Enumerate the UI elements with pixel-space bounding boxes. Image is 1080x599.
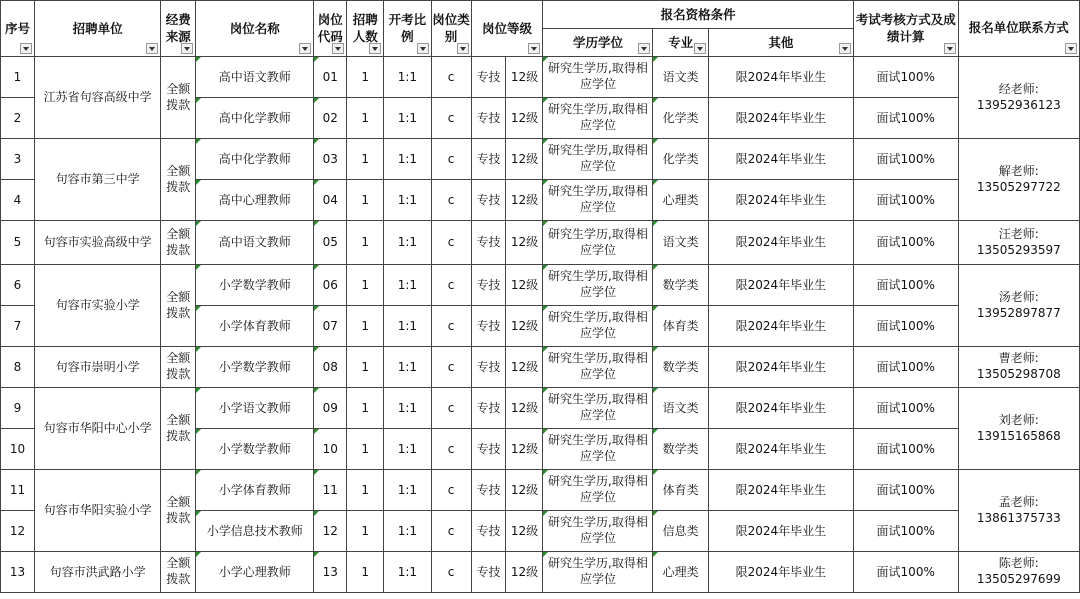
cell-education[interactable]: 研究生学历,取得相应学位 (543, 265, 653, 306)
cell-funding[interactable]: 全额拨款 (161, 139, 196, 221)
cell-post-name[interactable]: 高中化学教师 (196, 139, 314, 180)
cell-count[interactable]: 1 (347, 511, 384, 552)
cell-category[interactable]: c (431, 306, 471, 347)
header-education-label: 学历学位 (572, 34, 623, 50)
header-contact (958, 1, 1079, 57)
cell-other[interactable]: 限2024年毕业生 (708, 265, 853, 306)
filter-dropdown-icon[interactable] (369, 43, 381, 54)
cell-ratio[interactable]: 1:1 (384, 180, 431, 221)
cell-unit[interactable]: 句容市华阳实验小学 (34, 470, 160, 552)
cell-post-code[interactable]: 12 (314, 511, 347, 552)
table-row[interactable] (1, 347, 1080, 388)
filter-dropdown-icon[interactable] (20, 43, 32, 54)
cell-contact[interactable] (958, 57, 1079, 139)
cell-post-code[interactable]: 06 (314, 265, 347, 306)
contact-phone: 13861375733 (976, 510, 1061, 525)
cell-post-code[interactable]: 03 (314, 139, 347, 180)
cell-other[interactable]: 限2024年毕业生 (708, 511, 853, 552)
table-row[interactable] (1, 552, 1080, 593)
filter-dropdown-icon[interactable] (528, 43, 540, 54)
cell-major[interactable]: 语文类 (653, 57, 708, 98)
cell-grade[interactable]: 12级 (506, 552, 543, 593)
cell-contact[interactable] (958, 139, 1079, 221)
cell-other[interactable]: 限2024年毕业生 (708, 429, 853, 470)
cell-education[interactable]: 研究生学历,取得相应学位 (543, 306, 653, 347)
cell-seq[interactable]: 13 (1, 552, 35, 593)
contact-name: 经老师: (998, 81, 1039, 96)
cell-post-name[interactable]: 小学数学教师 (196, 429, 314, 470)
cell-post-name[interactable]: 小学数学教师 (196, 347, 314, 388)
cell-count[interactable]: 1 (347, 265, 384, 306)
header-qualification-label: 报名资格条件 (660, 6, 736, 22)
cell-major[interactable]: 语文类 (653, 388, 708, 429)
cell-education[interactable]: 研究生学历,取得相应学位 (543, 429, 653, 470)
cell-seq[interactable]: 8 (1, 347, 35, 388)
table-row[interactable] (1, 221, 1080, 265)
cell-seq[interactable]: 7 (1, 306, 35, 347)
cell-education[interactable]: 研究生学历,取得相应学位 (543, 511, 653, 552)
cell-type[interactable]: 专技 (471, 221, 506, 265)
contact-name: 曹老师: (998, 351, 1039, 366)
filter-dropdown-icon[interactable] (694, 43, 706, 54)
cell-post-code[interactable]: 05 (314, 221, 347, 265)
header-post-code-label: 岗位代码 (317, 12, 343, 44)
cell-count[interactable]: 1 (347, 552, 384, 593)
cell-exam[interactable]: 面试100% (853, 139, 958, 180)
filter-dropdown-icon[interactable] (1065, 43, 1077, 54)
cell-grade[interactable]: 12级 (506, 265, 543, 306)
cell-ratio[interactable]: 1:1 (384, 388, 431, 429)
cell-exam[interactable]: 面试100% (853, 180, 958, 221)
header-exam (853, 1, 958, 57)
cell-other[interactable]: 限2024年毕业生 (708, 180, 853, 221)
cell-grade[interactable]: 12级 (506, 98, 543, 139)
cell-contact[interactable] (958, 470, 1079, 552)
cell-seq[interactable]: 3 (1, 139, 35, 180)
cell-post-code[interactable]: 07 (314, 306, 347, 347)
cell-major[interactable]: 数学类 (653, 265, 708, 306)
cell-funding[interactable]: 全额拨款 (161, 57, 196, 139)
cell-exam[interactable]: 面试100% (853, 429, 958, 470)
cell-category[interactable]: c (431, 98, 471, 139)
cell-seq[interactable]: 1 (1, 57, 35, 98)
cell-exam[interactable]: 面试100% (853, 470, 958, 511)
header-unit-label: 招聘单位 (72, 20, 123, 36)
contact-name: 孟老师: (998, 494, 1039, 509)
cell-funding[interactable]: 全额拨款 (161, 552, 196, 593)
cell-education[interactable]: 研究生学历,取得相应学位 (543, 98, 653, 139)
cell-post-name[interactable]: 高中化学教师 (196, 98, 314, 139)
cell-education[interactable]: 研究生学历,取得相应学位 (543, 180, 653, 221)
contact-phone: 13505297699 (976, 572, 1061, 586)
header-post-name-label: 岗位名称 (229, 20, 280, 36)
cell-ratio[interactable]: 1:1 (384, 347, 431, 388)
cell-count[interactable]: 1 (347, 180, 384, 221)
cell-seq[interactable]: 2 (1, 98, 35, 139)
cell-post-name[interactable]: 小学体育教师 (196, 306, 314, 347)
cell-unit[interactable]: 句容市洪武路小学 (34, 552, 160, 593)
cell-category[interactable]: c (431, 429, 471, 470)
cell-category[interactable]: c (431, 347, 471, 388)
header-contact-label: 报名单位联系方式 (968, 20, 1069, 36)
header-other (708, 29, 853, 57)
cell-exam[interactable]: 面试100% (853, 306, 958, 347)
header-funding-label: 经费来源 (165, 12, 191, 44)
cell-category[interactable]: c (431, 57, 471, 98)
cell-education[interactable]: 研究生学历,取得相应学位 (543, 470, 653, 511)
cell-type[interactable]: 专技 (471, 552, 506, 593)
filter-dropdown-icon[interactable] (457, 43, 469, 54)
cell-contact[interactable] (958, 552, 1079, 593)
cell-type[interactable]: 专技 (471, 57, 506, 98)
header-category-label: 岗位类别 (432, 12, 470, 44)
cell-count[interactable]: 1 (347, 221, 384, 265)
header-seq (1, 1, 35, 57)
cell-education[interactable]: 研究生学历,取得相应学位 (543, 57, 653, 98)
cell-exam[interactable]: 面试100% (853, 265, 958, 306)
cell-grade[interactable]: 12级 (506, 221, 543, 265)
contact-phone: 13505298708 (976, 367, 1061, 381)
table-row[interactable] (1, 388, 1080, 429)
cell-type[interactable]: 专技 (471, 306, 506, 347)
cell-category[interactable]: c (431, 221, 471, 265)
cell-ratio[interactable]: 1:1 (384, 265, 431, 306)
contact-phone: 13952897877 (976, 305, 1061, 320)
cell-category[interactable]: c (431, 552, 471, 593)
contact-phone: 13952936123 (976, 97, 1061, 112)
cell-category[interactable]: c (431, 470, 471, 511)
cell-grade[interactable]: 12级 (506, 180, 543, 221)
header-major-label: 专业 (668, 34, 694, 50)
cell-exam[interactable]: 面试100% (853, 57, 958, 98)
cell-education[interactable]: 研究生学历,取得相应学位 (543, 221, 653, 265)
cell-education[interactable]: 研究生学历,取得相应学位 (543, 139, 653, 180)
cell-funding[interactable]: 全额拨款 (161, 388, 196, 470)
cell-post-name[interactable]: 小学信息技术教师 (196, 511, 314, 552)
filter-dropdown-icon[interactable] (638, 43, 650, 54)
cell-major[interactable]: 数学类 (653, 347, 708, 388)
cell-post-name[interactable]: 高中心理教师 (196, 180, 314, 221)
cell-grade[interactable]: 12级 (506, 139, 543, 180)
cell-post-name[interactable]: 小学数学教师 (196, 265, 314, 306)
cell-grade[interactable]: 12级 (506, 511, 543, 552)
header-education (543, 29, 653, 57)
cell-other[interactable]: 限2024年毕业生 (708, 57, 853, 98)
cell-post-name[interactable]: 小学心理教师 (196, 552, 314, 593)
cell-grade[interactable]: 12级 (506, 306, 543, 347)
cell-count[interactable]: 1 (347, 98, 384, 139)
cell-count[interactable]: 1 (347, 347, 384, 388)
cell-seq[interactable]: 5 (1, 221, 35, 265)
cell-seq[interactable]: 6 (1, 265, 35, 306)
cell-funding[interactable]: 全额拨款 (161, 470, 196, 552)
cell-type[interactable]: 专技 (471, 265, 506, 306)
cell-count[interactable]: 1 (347, 139, 384, 180)
cell-type[interactable]: 专技 (471, 429, 506, 470)
cell-other[interactable]: 限2024年毕业生 (708, 139, 853, 180)
cell-unit[interactable]: 江苏省句容高级中学 (34, 57, 160, 139)
cell-ratio[interactable]: 1:1 (384, 552, 431, 593)
header-count (347, 1, 384, 57)
cell-type[interactable]: 专技 (471, 98, 506, 139)
header-exam-label: 考试考核方式及成绩计算 (855, 12, 956, 44)
cell-exam[interactable]: 面试100% (853, 98, 958, 139)
table-row[interactable] (1, 57, 1080, 98)
cell-unit[interactable]: 句容市实验高级中学 (34, 221, 160, 265)
filter-dropdown-icon[interactable] (417, 43, 429, 54)
filter-dropdown-icon[interactable] (146, 43, 158, 54)
cell-grade[interactable]: 12级 (506, 57, 543, 98)
cell-contact[interactable] (958, 388, 1079, 470)
header-major (653, 29, 708, 57)
cell-major[interactable]: 体育类 (653, 306, 708, 347)
contact-name: 解老师: (998, 163, 1039, 178)
cell-major[interactable]: 信息类 (653, 511, 708, 552)
contact-phone: 13915165868 (976, 428, 1061, 443)
cell-count[interactable]: 1 (347, 429, 384, 470)
table-row[interactable] (1, 139, 1080, 180)
cell-seq[interactable]: 4 (1, 180, 35, 221)
cell-education[interactable]: 研究生学历,取得相应学位 (543, 347, 653, 388)
cell-count[interactable]: 1 (347, 470, 384, 511)
cell-type[interactable]: 专技 (471, 139, 506, 180)
cell-post-code[interactable]: 08 (314, 347, 347, 388)
cell-post-code[interactable]: 11 (314, 470, 347, 511)
cell-unit[interactable]: 句容市第三中学 (34, 139, 160, 221)
cell-grade[interactable]: 12级 (506, 470, 543, 511)
header-funding (161, 1, 196, 57)
header-category (431, 1, 471, 57)
cell-major[interactable]: 心理类 (653, 552, 708, 593)
cell-post-name[interactable]: 小学体育教师 (196, 470, 314, 511)
cell-other[interactable]: 限2024年毕业生 (708, 98, 853, 139)
cell-seq[interactable]: 12 (1, 511, 35, 552)
header-unit (34, 1, 160, 57)
header-post-name (196, 1, 314, 57)
filter-dropdown-icon[interactable] (839, 43, 851, 54)
header-other-label: 其他 (768, 34, 794, 50)
cell-category[interactable]: c (431, 180, 471, 221)
cell-other[interactable]: 限2024年毕业生 (708, 347, 853, 388)
contact-name: 汪老师: (998, 226, 1039, 241)
cell-type[interactable]: 专技 (471, 388, 506, 429)
cell-grade[interactable]: 12级 (506, 388, 543, 429)
cell-exam[interactable]: 面试100% (853, 511, 958, 552)
cell-contact[interactable] (958, 347, 1079, 388)
cell-funding[interactable]: 全额拨款 (161, 347, 196, 388)
cell-contact[interactable] (958, 265, 1079, 347)
cell-exam[interactable]: 面试100% (853, 552, 958, 593)
cell-ratio[interactable]: 1:1 (384, 429, 431, 470)
cell-other[interactable]: 限2024年毕业生 (708, 388, 853, 429)
cell-education[interactable]: 研究生学历,取得相应学位 (543, 388, 653, 429)
header-grade (471, 1, 543, 57)
cell-post-code[interactable]: 13 (314, 552, 347, 593)
header-ratio-label: 开考比例 (388, 12, 427, 44)
cell-grade[interactable]: 12级 (506, 347, 543, 388)
cell-exam[interactable]: 面试100% (853, 347, 958, 388)
cell-count[interactable]: 1 (347, 57, 384, 98)
cell-seq[interactable]: 11 (1, 470, 35, 511)
cell-ratio[interactable]: 1:1 (384, 98, 431, 139)
table-row[interactable] (1, 470, 1080, 511)
contact-phone: 13505293597 (976, 242, 1061, 257)
contact-name: 汤老师: (998, 289, 1039, 304)
cell-major[interactable]: 化学类 (653, 139, 708, 180)
cell-post-name[interactable]: 高中语文教师 (196, 221, 314, 265)
cell-major[interactable]: 化学类 (653, 98, 708, 139)
cell-ratio[interactable]: 1:1 (384, 57, 431, 98)
contact-name: 陈老师: (998, 556, 1039, 571)
cell-category[interactable]: c (431, 511, 471, 552)
cell-count[interactable]: 1 (347, 388, 384, 429)
header-ratio (384, 1, 431, 57)
cell-other[interactable]: 限2024年毕业生 (708, 306, 853, 347)
cell-ratio[interactable]: 1:1 (384, 139, 431, 180)
cell-other[interactable]: 限2024年毕业生 (708, 221, 853, 265)
cell-post-code[interactable]: 02 (314, 98, 347, 139)
cell-ratio[interactable]: 1:1 (384, 306, 431, 347)
cell-post-code[interactable]: 01 (314, 57, 347, 98)
cell-unit[interactable]: 句容市崇明小学 (34, 347, 160, 388)
header-post-code (314, 1, 347, 57)
cell-education[interactable]: 研究生学历,取得相应学位 (543, 552, 653, 593)
contact-phone: 13505297722 (976, 179, 1061, 194)
cell-major[interactable]: 体育类 (653, 470, 708, 511)
cell-funding[interactable]: 全额拨款 (161, 221, 196, 265)
cell-post-name[interactable]: 高中语文教师 (196, 57, 314, 98)
cell-other[interactable]: 限2024年毕业生 (708, 470, 853, 511)
cell-category[interactable]: c (431, 265, 471, 306)
cell-count[interactable]: 1 (347, 306, 384, 347)
filter-dropdown-icon[interactable] (332, 43, 344, 54)
cell-ratio[interactable]: 1:1 (384, 511, 431, 552)
filter-dropdown-icon[interactable] (944, 43, 956, 54)
cell-major[interactable]: 语文类 (653, 221, 708, 265)
cell-exam[interactable]: 面试100% (853, 221, 958, 265)
cell-post-code[interactable]: 09 (314, 388, 347, 429)
header-grade-label: 岗位等级 (482, 20, 533, 36)
cell-type[interactable]: 专技 (471, 511, 506, 552)
cell-seq[interactable]: 10 (1, 429, 35, 470)
cell-seq[interactable]: 9 (1, 388, 35, 429)
header-qualification (543, 1, 853, 29)
cell-post-code[interactable]: 10 (314, 429, 347, 470)
cell-type[interactable]: 专技 (471, 347, 506, 388)
cell-ratio[interactable]: 1:1 (384, 470, 431, 511)
header-seq-label: 序号 (4, 20, 30, 36)
filter-dropdown-icon[interactable] (299, 43, 311, 54)
cell-major[interactable]: 数学类 (653, 429, 708, 470)
cell-exam[interactable]: 面试100% (853, 388, 958, 429)
contact-name: 刘老师: (998, 412, 1039, 427)
cell-post-code[interactable]: 04 (314, 180, 347, 221)
cell-unit[interactable]: 句容市实验小学 (34, 265, 160, 347)
cell-funding[interactable]: 全额拨款 (161, 265, 196, 347)
cell-category[interactable]: c (431, 139, 471, 180)
cell-category[interactable]: c (431, 388, 471, 429)
cell-contact[interactable] (958, 221, 1079, 265)
cell-type[interactable]: 专技 (471, 470, 506, 511)
cell-ratio[interactable]: 1:1 (384, 221, 431, 265)
cell-grade[interactable]: 12级 (506, 429, 543, 470)
cell-other[interactable]: 限2024年毕业生 (708, 552, 853, 593)
cell-major[interactable]: 心理类 (653, 180, 708, 221)
cell-type[interactable]: 专技 (471, 180, 506, 221)
filter-dropdown-icon[interactable] (181, 43, 193, 54)
cell-unit[interactable]: 句容市华阳中心小学 (34, 388, 160, 470)
cell-post-name[interactable]: 小学语文教师 (196, 388, 314, 429)
table-row[interactable] (1, 265, 1080, 306)
header-count-label: 招聘人数 (352, 12, 378, 44)
